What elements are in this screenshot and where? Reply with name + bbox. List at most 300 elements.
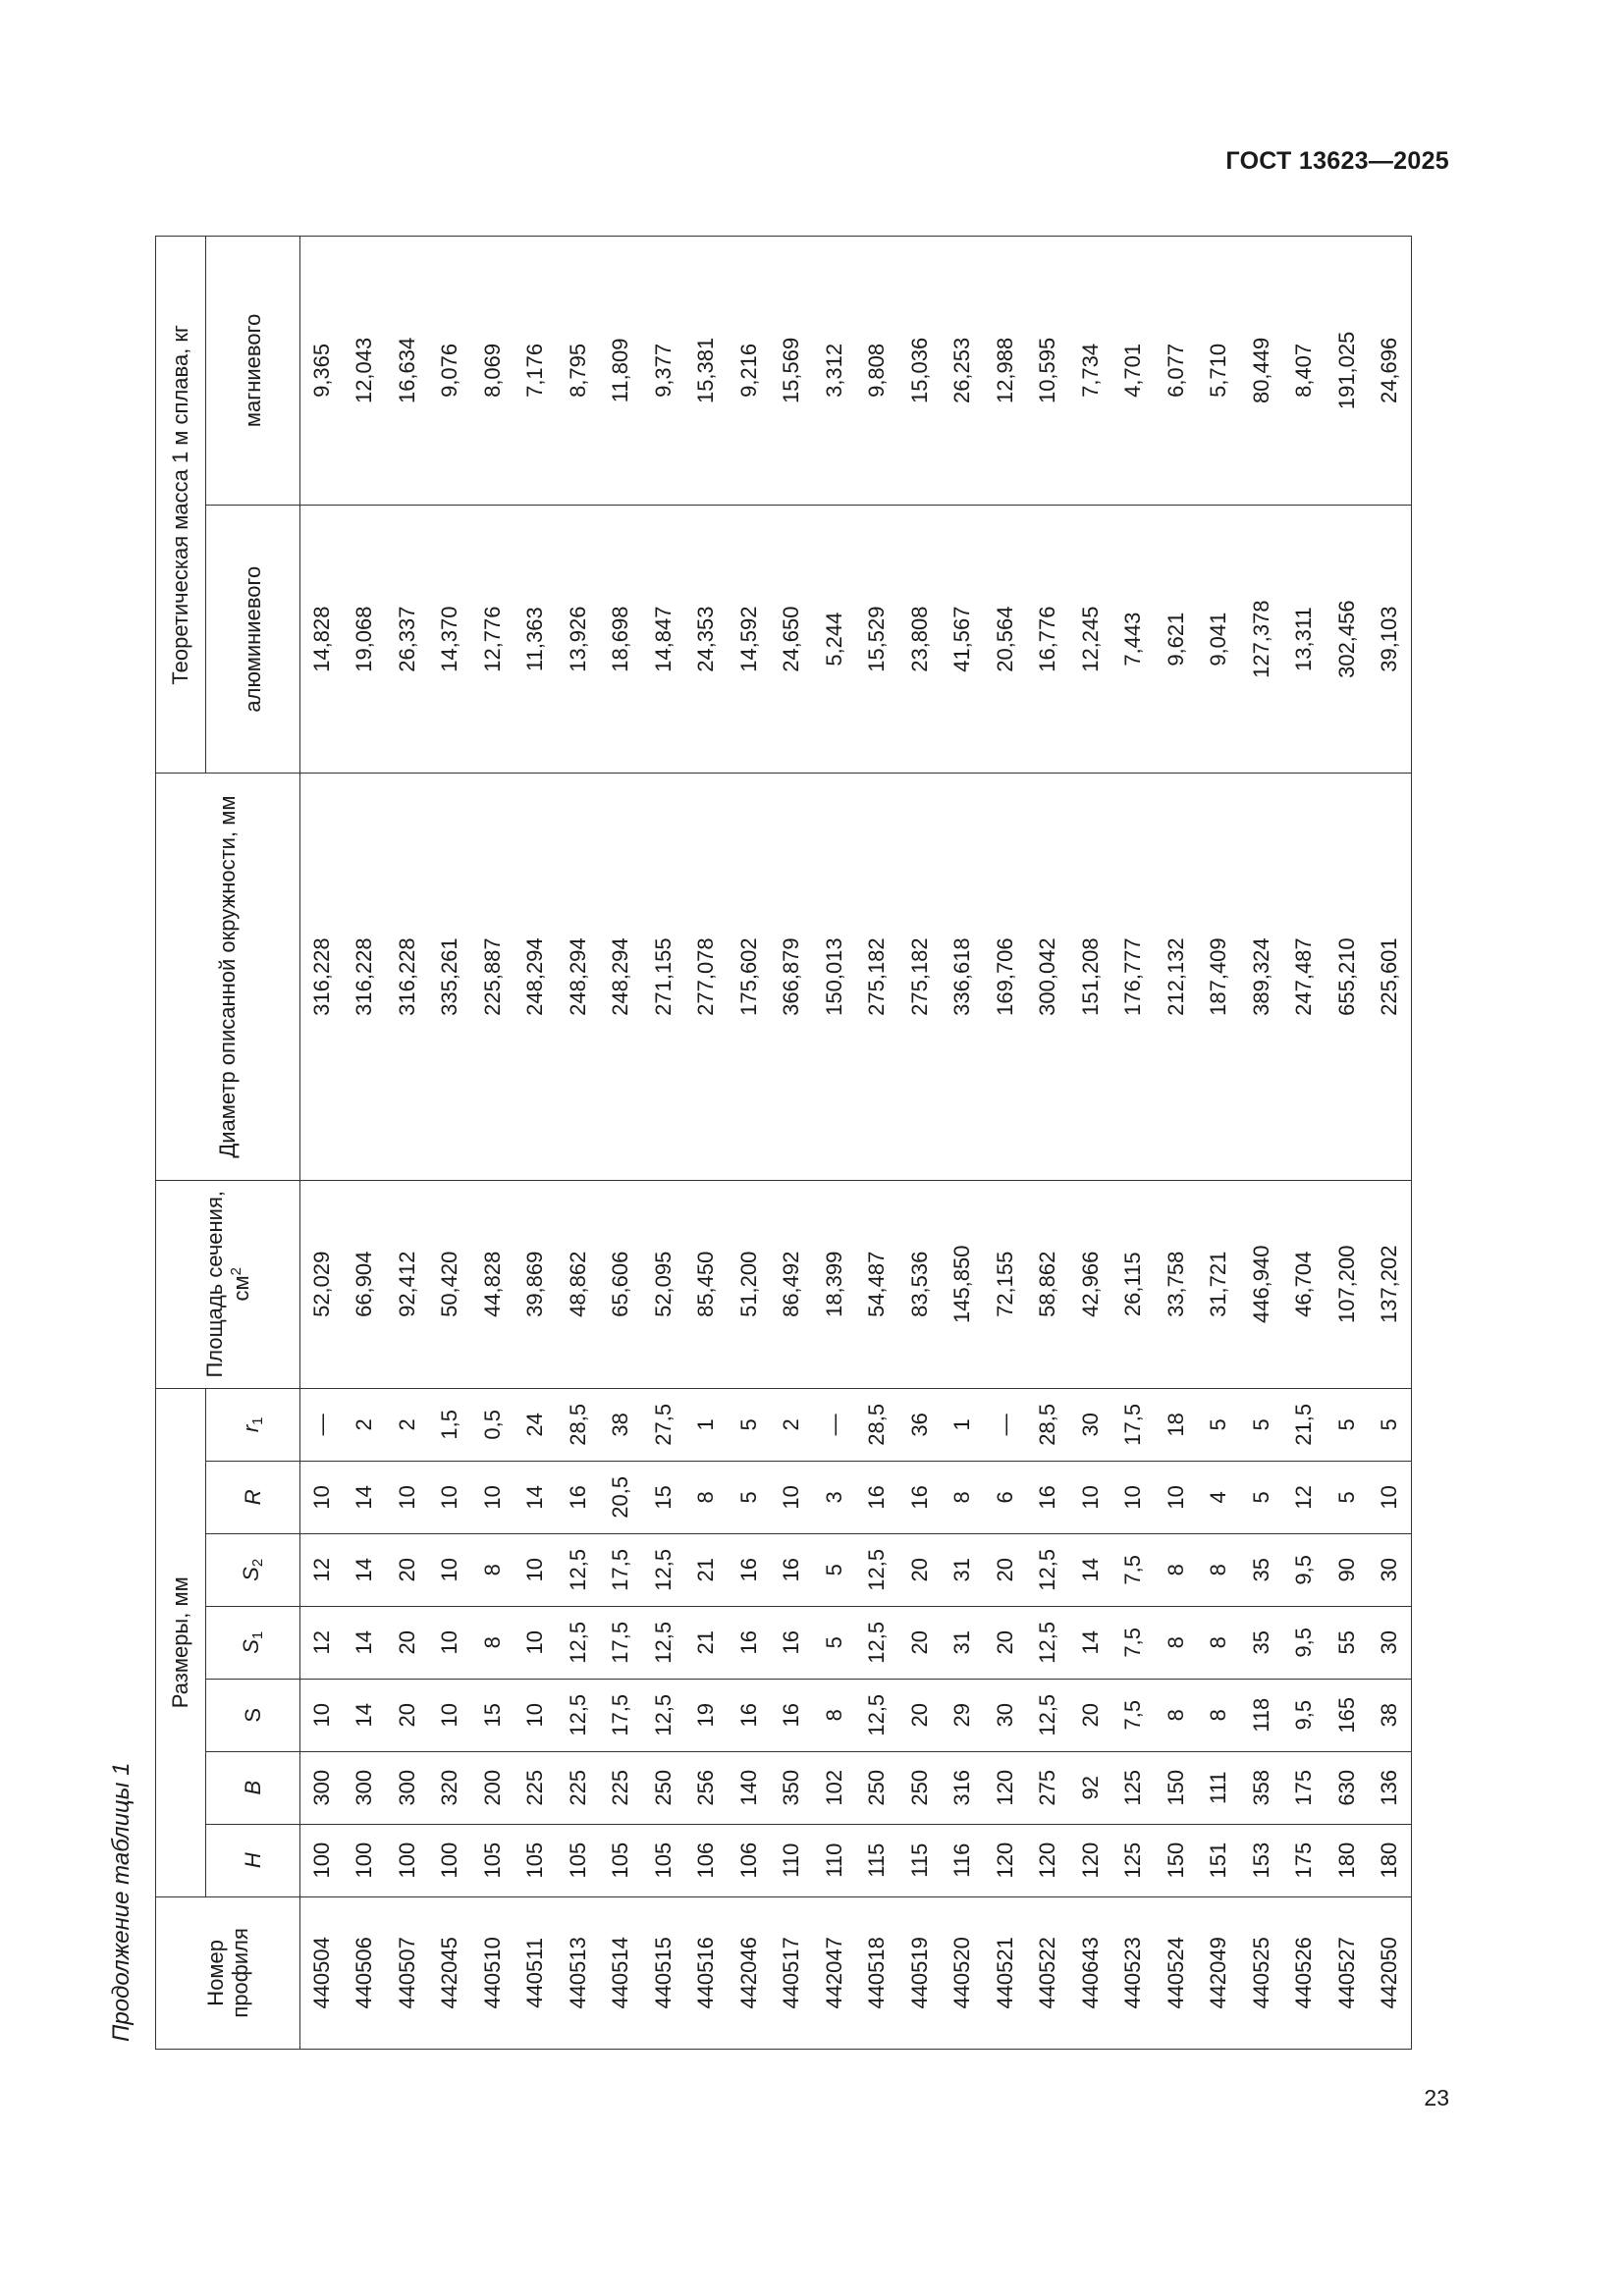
cell-diameter: 225,601 [1369,774,1412,1180]
cell-R: 12 [1283,1461,1326,1533]
cell-profile-number: 440517 [771,1896,814,2049]
table-row [300,237,344,2050]
cell-profile-number: 442050 [1369,1896,1412,2049]
cell-mass-magnesium: 15,569 [771,237,814,506]
table-header [156,237,300,2050]
cell-r1: — [300,1388,344,1461]
cell-H: 105 [557,1824,600,1896]
cell-H: 180 [1326,1824,1369,1896]
cell-diameter: 247,487 [1283,774,1326,1180]
cell-S2: 12,5 [856,1533,899,1606]
cell-mass-magnesium: 191,025 [1326,237,1369,506]
cell-R: 6 [984,1461,1027,1533]
cell-S1: 12,5 [856,1606,899,1679]
cell-mass-magnesium: 10,595 [1027,237,1070,506]
cell-S2: 8 [1155,1533,1198,1606]
cell-S1: 8 [471,1606,514,1679]
cell-diameter: 275,182 [898,774,942,1180]
cell-mass-aluminum: 9,041 [1198,505,1241,774]
cell-mass-magnesium: 5,710 [1198,237,1241,506]
cell-B: 630 [1326,1751,1369,1824]
cell-area: 33,758 [1155,1180,1198,1388]
cell-S: 118 [1240,1679,1283,1751]
cell-S2: 14 [344,1533,387,1606]
cell-area: 18,399 [813,1180,856,1388]
cell-area: 92,412 [386,1180,429,1388]
cell-mass-aluminum: 14,847 [642,505,685,774]
cell-mass-aluminum: 14,370 [429,505,472,774]
cell-H: 151 [1198,1824,1241,1896]
cell-mass-aluminum: 14,592 [728,505,771,774]
cell-B: 300 [344,1751,387,1824]
header-H: H [206,1824,300,1896]
cell-profile-number: 440513 [557,1896,600,2049]
table-row [642,237,685,2050]
cell-diameter: 176,777 [1112,774,1156,1180]
cell-B: 225 [514,1751,558,1824]
cell-S: 15 [471,1679,514,1751]
cell-area: 51,200 [728,1180,771,1388]
table-row [942,237,985,2050]
cell-profile-number: 440515 [642,1896,685,2049]
cell-S2: 31 [942,1533,985,1606]
cell-r1: 38 [600,1388,643,1461]
cell-H: 120 [984,1824,1027,1896]
cell-R: 5 [1326,1461,1369,1533]
cell-S: 10 [429,1679,472,1751]
cell-area: 54,487 [856,1180,899,1388]
cell-diameter: 275,182 [856,774,899,1180]
cell-diameter: 335,261 [429,774,472,1180]
cell-B: 320 [429,1751,472,1824]
cell-mass-magnesium: 9,365 [300,237,344,506]
cell-S: 12,5 [1027,1679,1070,1751]
cell-S2: 7,5 [1112,1533,1156,1606]
cell-H: 105 [514,1824,558,1896]
cell-mass-magnesium: 11,809 [600,237,643,506]
cell-area: 137,202 [1369,1180,1412,1388]
table-row [685,237,729,2050]
cell-S2: 35 [1240,1533,1283,1606]
cell-S2: 90 [1326,1533,1369,1606]
cell-mass-magnesium: 6,077 [1155,237,1198,506]
cell-r1: 28,5 [1027,1388,1070,1461]
cell-mass-magnesium: 3,312 [813,237,856,506]
cell-profile-number: 440527 [1326,1896,1369,2049]
cell-S: 9,5 [1283,1679,1326,1751]
cell-area: 46,704 [1283,1180,1326,1388]
cell-mass-aluminum: 41,567 [942,505,985,774]
cell-diameter: 169,706 [984,774,1027,1180]
cell-diameter: 366,879 [771,774,814,1180]
cell-S1: 55 [1326,1606,1369,1679]
cell-H: 125 [1112,1824,1156,1896]
cell-r1: 5 [728,1388,771,1461]
cell-H: 106 [685,1824,729,1896]
cell-S: 20 [898,1679,942,1751]
cell-r1: 2 [771,1388,814,1461]
cell-S1: 10 [429,1606,472,1679]
cell-mass-aluminum: 5,244 [813,505,856,774]
cell-S1: 12 [300,1606,344,1679]
cell-mass-aluminum: 14,828 [300,505,344,774]
cell-mass-aluminum: 26,337 [386,505,429,774]
cell-diameter: 316,228 [344,774,387,1180]
cell-r1: 2 [386,1388,429,1461]
cell-area: 48,862 [557,1180,600,1388]
header-aluminum: алюминиевого [206,505,300,774]
cell-B: 250 [642,1751,685,1824]
cell-B: 225 [557,1751,600,1824]
cell-area: 44,828 [471,1180,514,1388]
cell-area: 58,862 [1027,1180,1070,1388]
cell-diameter: 248,294 [600,774,643,1180]
table-row [344,237,387,2050]
header-magnesium: магниевого [206,237,300,506]
cell-B: 125 [1112,1751,1156,1824]
cell-area: 50,420 [429,1180,472,1388]
cell-mass-aluminum: 13,311 [1283,505,1326,774]
cell-mass-aluminum: 13,926 [557,505,600,774]
cell-area: 145,850 [942,1180,985,1388]
table-body [300,237,1412,2050]
cell-area: 446,940 [1240,1180,1283,1388]
cell-mass-aluminum: 7,443 [1112,505,1156,774]
cell-B: 300 [300,1751,344,1824]
cell-diameter: 187,409 [1198,774,1241,1180]
cell-diameter: 150,013 [813,774,856,1180]
cell-B: 300 [386,1751,429,1824]
cell-r1: 24 [514,1388,558,1461]
cell-S2: 16 [728,1533,771,1606]
cell-B: 102 [813,1751,856,1824]
cell-mass-aluminum: 11,363 [514,505,558,774]
cell-H: 120 [1069,1824,1112,1896]
cell-S: 8 [1198,1679,1241,1751]
table-row [386,237,429,2050]
header-profile-number: Номер профиля [156,1896,300,2049]
cell-S2: 9,5 [1283,1533,1326,1606]
cell-H: 120 [1027,1824,1070,1896]
cell-S: 12,5 [856,1679,899,1751]
table-row [471,237,514,2050]
cell-S2: 8 [471,1533,514,1606]
cell-B: 225 [600,1751,643,1824]
cell-profile-number: 442047 [813,1896,856,2049]
cell-R: 3 [813,1461,856,1533]
cell-R: 10 [386,1461,429,1533]
cell-S2: 14 [1069,1533,1112,1606]
cell-S2: 12,5 [557,1533,600,1606]
cell-R: 5 [728,1461,771,1533]
standard-header: ГОСТ 13623—2025 [1225,147,1449,175]
cell-r1: 5 [1240,1388,1283,1461]
table-row [984,237,1027,2050]
cell-S: 30 [984,1679,1027,1751]
profiles-table [155,236,1412,2050]
cell-R: 20,5 [600,1461,643,1533]
cell-area: 52,095 [642,1180,685,1388]
cell-diameter: 175,602 [728,774,771,1180]
cell-profile-number: 440643 [1069,1896,1112,2049]
cell-area: 42,966 [1069,1180,1112,1388]
table-row [813,237,856,2050]
cell-S2: 17,5 [600,1533,643,1606]
cell-S1: 20 [984,1606,1027,1679]
cell-S: 16 [728,1679,771,1751]
cell-r1: 21,5 [1283,1388,1326,1461]
cell-B: 111 [1198,1751,1241,1824]
cell-area: 31,721 [1198,1180,1241,1388]
cell-B: 358 [1240,1751,1283,1824]
cell-S1: 35 [1240,1606,1283,1679]
cell-S2: 10 [429,1533,472,1606]
cell-B: 200 [471,1751,514,1824]
header-S1: $S_1$ [206,1606,300,1679]
cell-mass-aluminum: 24,353 [685,505,729,774]
cell-R: 10 [771,1461,814,1533]
cell-S: 20 [386,1679,429,1751]
cell-r1: 5 [1326,1388,1369,1461]
table-caption: Продолжение таблицы 1 [108,1762,135,2042]
cell-mass-magnesium: 7,176 [514,237,558,506]
cell-R: 16 [856,1461,899,1533]
cell-B: 350 [771,1751,814,1824]
cell-mass-magnesium: 4,701 [1112,237,1156,506]
cell-mass-aluminum: 18,698 [600,505,643,774]
cell-S2: 20 [984,1533,1027,1606]
cell-mass-magnesium: 16,634 [386,237,429,506]
table-row [771,237,814,2050]
cell-profile-number: 440504 [300,1896,344,2049]
rotated-table-frame [108,226,1459,2050]
cell-S2: 12 [300,1533,344,1606]
cell-mass-magnesium: 7,734 [1069,237,1112,506]
cell-r1: 1,5 [429,1388,472,1461]
cell-B: 250 [856,1751,899,1824]
cell-S1: 12,5 [557,1606,600,1679]
cell-S1: 5 [813,1606,856,1679]
cell-mass-aluminum: 24,650 [771,505,814,774]
cell-H: 100 [429,1824,472,1896]
cell-profile-number: 440526 [1283,1896,1326,2049]
page-number: 23 [1424,2085,1449,2110]
cell-B: 256 [685,1751,729,1824]
cell-R: 10 [1069,1461,1112,1533]
cell-S1: 20 [898,1606,942,1679]
cell-r1: — [813,1388,856,1461]
cell-B: 92 [1069,1751,1112,1824]
cell-diameter: 248,294 [514,774,558,1180]
header-S2: $S_2$ [206,1533,300,1606]
cell-area: 66,904 [344,1180,387,1388]
cell-mass-magnesium: 8,069 [471,237,514,506]
cell-profile-number: 440519 [898,1896,942,2049]
cell-area: 107,200 [1326,1180,1369,1388]
cell-mass-aluminum: 15,529 [856,505,899,774]
cell-r1: 28,5 [557,1388,600,1461]
cell-S: 19 [685,1679,729,1751]
cell-S1: 10 [514,1606,558,1679]
cell-R: 10 [1369,1461,1412,1533]
cell-R: 14 [344,1461,387,1533]
cell-S1: 7,5 [1112,1606,1156,1679]
cell-r1: 1 [685,1388,729,1461]
cell-S2: 20 [386,1533,429,1606]
cell-diameter: 300,042 [1027,774,1070,1180]
cell-diameter: 316,228 [386,774,429,1180]
table-row [1240,237,1283,2050]
cell-S1: 31 [942,1606,985,1679]
cell-profile-number: 440510 [471,1896,514,2049]
cell-r1: 30 [1069,1388,1112,1461]
cell-mass-aluminum: 302,456 [1326,505,1369,774]
cell-profile-number: 440523 [1112,1896,1156,2049]
cell-H: 150 [1155,1824,1198,1896]
cell-r1: 5 [1369,1388,1412,1461]
cell-mass-magnesium: 9,377 [642,237,685,506]
cell-S: 8 [1155,1679,1198,1751]
cell-mass-magnesium: 8,795 [557,237,600,506]
cell-S: 12,5 [642,1679,685,1751]
cell-S: 38 [1369,1679,1412,1751]
cell-profile-number: 440516 [685,1896,729,2049]
cell-r1: 2 [344,1388,387,1461]
cell-area: 86,492 [771,1180,814,1388]
cell-S: 17,5 [600,1679,643,1751]
cell-R: 10 [300,1461,344,1533]
cell-mass-aluminum: 16,776 [1027,505,1070,774]
cell-R: 16 [898,1461,942,1533]
cell-diameter: 248,294 [557,774,600,1180]
header-mass: Теоретическая масса 1 м сплава, кг [156,237,206,774]
cell-S1: 16 [771,1606,814,1679]
table-row [514,237,558,2050]
cell-profile-number: 442049 [1198,1896,1241,2049]
cell-H: 100 [300,1824,344,1896]
cell-r1: 28,5 [856,1388,899,1461]
cell-r1: — [984,1388,1027,1461]
cell-R: 16 [1027,1461,1070,1533]
cell-profile-number: 440514 [600,1896,643,2049]
cell-diameter: 389,324 [1240,774,1283,1180]
cell-area: 65,606 [600,1180,643,1388]
cell-B: 140 [728,1751,771,1824]
cell-area: 72,155 [984,1180,1027,1388]
cell-H: 110 [813,1824,856,1896]
cell-mass-aluminum: 12,245 [1069,505,1112,774]
cell-S1: 12,5 [642,1606,685,1679]
cell-S1: 21 [685,1606,729,1679]
cell-H: 100 [386,1824,429,1896]
cell-R: 10 [1112,1461,1156,1533]
cell-H: 153 [1240,1824,1283,1896]
header-area: Площадь сечения, $см^2$ [156,1180,300,1388]
cell-diameter: 277,078 [685,774,729,1180]
cell-profile-number: 440507 [386,1896,429,2049]
cell-S: 29 [942,1679,985,1751]
cell-R: 10 [471,1461,514,1533]
cell-profile-number: 440520 [942,1896,985,2049]
cell-profile-number: 440522 [1027,1896,1070,2049]
header-diameter: Диаметр описанной окружности, мм [156,774,300,1180]
cell-H: 116 [942,1824,985,1896]
table-row [1155,237,1198,2050]
cell-S1: 14 [1069,1606,1112,1679]
cell-diameter: 225,887 [471,774,514,1180]
cell-r1: 36 [898,1388,942,1461]
cell-S2: 21 [685,1533,729,1606]
header-S: S [206,1679,300,1751]
cell-profile-number: 440524 [1155,1896,1198,2049]
cell-mass-magnesium: 15,381 [685,237,729,506]
cell-H: 175 [1283,1824,1326,1896]
cell-mass-magnesium: 8,407 [1283,237,1326,506]
cell-S1: 16 [728,1606,771,1679]
cell-diameter: 271,155 [642,774,685,1180]
cell-profile-number: 440511 [514,1896,558,2049]
header-R: R [206,1461,300,1533]
cell-diameter: 212,132 [1155,774,1198,1180]
table-row [557,237,600,2050]
cell-r1: 18 [1155,1388,1198,1461]
cell-profile-number: 442046 [728,1896,771,2049]
cell-S: 12,5 [557,1679,600,1751]
cell-B: 316 [942,1751,985,1824]
cell-S2: 12,5 [1027,1533,1070,1606]
header-r1: $r_1$ [206,1388,300,1461]
cell-B: 136 [1369,1751,1412,1824]
cell-S1: 30 [1369,1606,1412,1679]
cell-R: 5 [1240,1461,1283,1533]
cell-mass-aluminum: 39,103 [1369,505,1412,774]
cell-S: 16 [771,1679,814,1751]
table-row [429,237,472,2050]
cell-S2: 20 [898,1533,942,1606]
cell-H: 115 [856,1824,899,1896]
cell-S1: 14 [344,1606,387,1679]
cell-profile-number: 440518 [856,1896,899,2049]
table-row [600,237,643,2050]
cell-H: 115 [898,1824,942,1896]
cell-S: 20 [1069,1679,1112,1751]
cell-S1: 9,5 [1283,1606,1326,1679]
cell-S2: 10 [514,1533,558,1606]
cell-S1: 8 [1198,1606,1241,1679]
cell-mass-magnesium: 12,043 [344,237,387,506]
cell-profile-number: 440521 [984,1896,1027,2049]
cell-R: 15 [642,1461,685,1533]
cell-B: 250 [898,1751,942,1824]
cell-H: 105 [471,1824,514,1896]
cell-r1: 0,5 [471,1388,514,1461]
cell-R: 10 [429,1461,472,1533]
cell-mass-aluminum: 20,564 [984,505,1027,774]
cell-S1: 17,5 [600,1606,643,1679]
cell-S: 7,5 [1112,1679,1156,1751]
cell-R: 14 [514,1461,558,1533]
cell-S: 8 [813,1679,856,1751]
cell-H: 105 [642,1824,685,1896]
cell-R: 16 [557,1461,600,1533]
cell-R: 4 [1198,1461,1241,1533]
table-row [856,237,899,2050]
cell-H: 106 [728,1824,771,1896]
table-row [898,237,942,2050]
cell-S1: 8 [1155,1606,1198,1679]
cell-mass-magnesium: 26,253 [942,237,985,506]
cell-area: 85,450 [685,1180,729,1388]
